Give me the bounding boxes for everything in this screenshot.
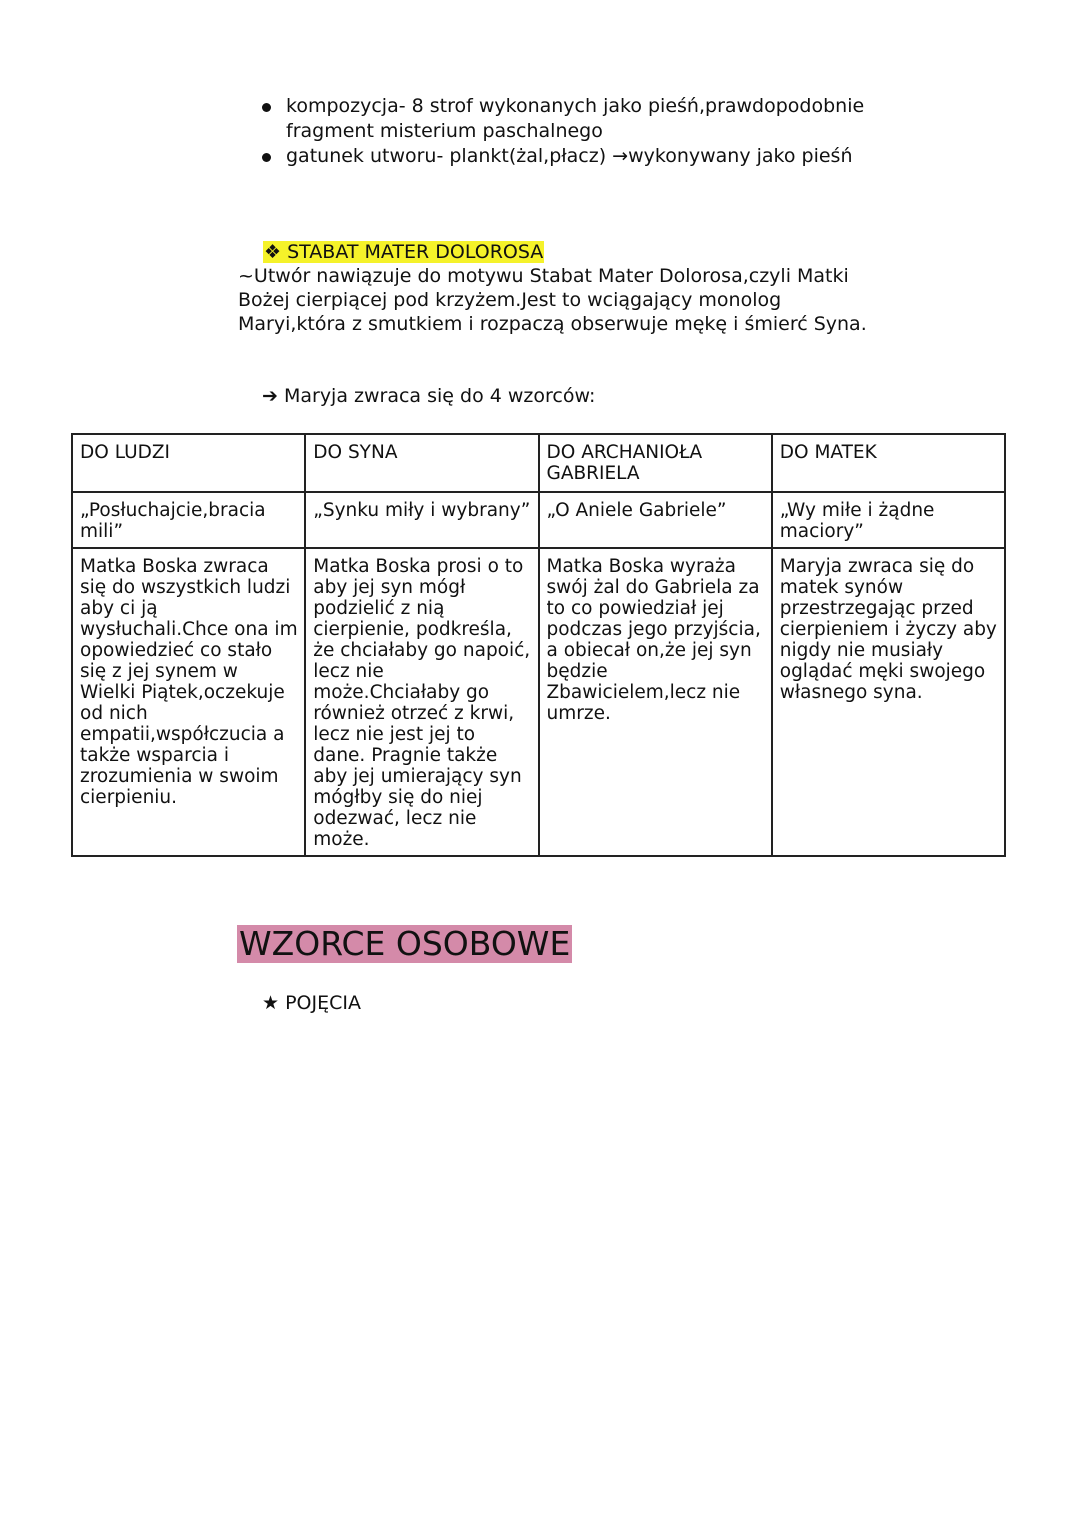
table-header-cell: DO ARCHANIOŁA GABRIELA bbox=[539, 434, 772, 492]
concepts-label: POJĘCIA bbox=[285, 992, 361, 1014]
diamond-icon: ❖ bbox=[264, 241, 282, 263]
bullet-composition: kompozycja- 8 strof wykonanych jako pieśń,prawdopodobnie fragment misterium paschalnego bbox=[258, 94, 918, 144]
table-cell-quote: „Posłuchajcie,bracia mili” bbox=[72, 492, 305, 548]
table-cell-description: Matka Boska wyraża swój żal do Gabriela za to co powiedział jej podczas jego przyjścia, a obiecał on,że jej syn będzie Zbawicielem,lecz nie umrze. bbox=[539, 548, 772, 856]
table-cell-description: Matka Boska zwraca się do wszystkich ludzi aby ci ją wysłuchali.Chce ona im opowiedzieć co stało się z jej synem w Wielki Piątek,oczekuje od nich empatii,współczucia a także wsparcia i zrozumienia w swoim cierpieniu. bbox=[72, 548, 305, 856]
table-row-quotes bbox=[72, 492, 1005, 548]
concepts-heading bbox=[262, 991, 361, 1015]
star-icon: ★ bbox=[262, 992, 280, 1014]
arrow-right-icon: ➔ bbox=[262, 385, 278, 407]
table-row-descriptions bbox=[72, 548, 1005, 856]
addressees-table bbox=[71, 433, 1006, 857]
table-cell-description: Matka Boska prosi o to aby jej syn mógł podzielić z nią cierpienie, podkreśla, że chciałaby go napoić, lecz nie może.Chciałaby go również otrzeć z krwi, lecz nie jest jej to dane. Pragnie także aby jej umierający syn mógłby się do niej odezwać, lecz nie może. bbox=[305, 548, 538, 856]
section-intro: ~Utwór nawiązuje do motywu Stabat Mater Dolorosa,czyli Matki Bożej cierpiącej pod krzyżem.Jest to wciągający monolog Maryi,która z smutkiem i rozpaczą obserwuje mękę i śmierć Syna. bbox=[238, 265, 867, 335]
bullet-genre: gatunek utworu- plankt(żal,płacz) →wykonywany jako pieśń bbox=[258, 144, 918, 169]
bullet-list bbox=[258, 94, 918, 169]
table-cell-quote: „Synku miły i wybrany” bbox=[305, 492, 538, 548]
page-title: WZORCE OSOBOWE bbox=[239, 924, 571, 963]
section-heading-text: STABAT MATER DOLOROSA bbox=[287, 241, 544, 263]
table-header-row bbox=[72, 434, 1005, 492]
table-header-cell: DO MATEK bbox=[772, 434, 1005, 492]
arrow-line-text: Maryja zwraca się do 4 wzorców: bbox=[283, 385, 596, 407]
table-cell-description: Maryja zwraca się do matek synów przestrzegając przed cierpieniem i życzy aby nigdy nie musiały oglądać męki swojego własnego syna. bbox=[772, 548, 1005, 856]
table-header-cell: DO LUDZI bbox=[72, 434, 305, 492]
table-cell-quote: „Wy miłe i żądne maciory” bbox=[772, 492, 1005, 548]
table-header-cell: DO SYNA bbox=[305, 434, 538, 492]
table-cell-quote: „O Aniele Gabriele” bbox=[539, 492, 772, 548]
arrow-line bbox=[262, 384, 595, 408]
section-heading bbox=[263, 240, 544, 264]
